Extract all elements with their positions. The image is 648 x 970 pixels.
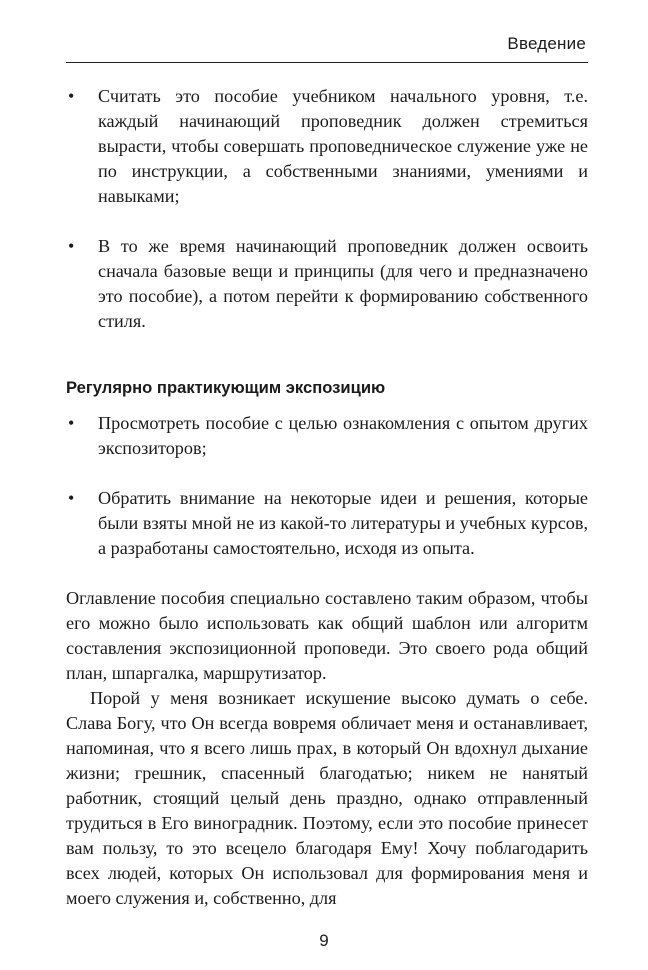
bullet-icon: •	[68, 236, 75, 256]
bullet-icon: •	[68, 413, 75, 433]
list-item	[66, 234, 588, 334]
body-paragraph: Оглавление пособия специально составлено таким образом, чтобы его можно было использовать как общий шаблон или алгоритм составления экспозиционной проповеди. Это своего рода общий план, шпаргалка, маршрутизатор.	[66, 588, 588, 683]
list-item	[66, 486, 588, 561]
list-item	[66, 411, 588, 461]
bullet-list-practitioners	[66, 411, 588, 561]
section-heading: Регулярно практикующим экспозицию	[66, 378, 386, 397]
bullet-list-beginners	[66, 84, 588, 334]
list-item-text: Обратить внимание на некоторые идеи и решения, которые были взяты мной не из какой-то литературы и учебных курсов, а разработаны самостоятельно, исходя из опыта.	[98, 488, 588, 558]
list-item-text: Считать это пособие учебником начального уровня, т.е. каждый начинающий проповедник должен стремиться вырасти, чтобы совершать проповедническое служение уже не по инструкции, а собственными знаниями, умениями и навыками;	[98, 86, 588, 206]
list-item	[66, 84, 588, 209]
body-paragraph: Порой у меня возникает искушение высоко думать о себе. Слава Богу, что Он всегда вовремя обличает меня и останавливает, напоминая, что я всего лишь прах, в который Он вдохнул дыхание жизни; грешник, спасенный благодатью; никем не нанятый работник, стоящий целый день праздно, однако отправленный трудиться в Его виноградник. Поэтому, если это пособие принесет вам пользу, то это всецело благодаря Ему! Хочу поблагодарить всех людей, которых Он использовал для формирования меня и моего служения и, собственно, для	[66, 688, 588, 908]
bullet-icon: •	[68, 86, 75, 106]
header-rule	[66, 62, 588, 63]
bullet-icon: •	[68, 488, 75, 508]
running-header: Введение	[507, 34, 586, 53]
list-item-text: Просмотреть пособие с целью ознакомления с опытом других экспозиторов;	[98, 413, 588, 458]
page-number: 9	[319, 931, 329, 950]
list-item-text: В то же время начинающий проповедник должен освоить сначала базовые вещи и принципы (для чего и предназначено это пособие), а потом перейти к формированию собственного стиля.	[98, 236, 588, 331]
page-content	[66, 84, 588, 911]
